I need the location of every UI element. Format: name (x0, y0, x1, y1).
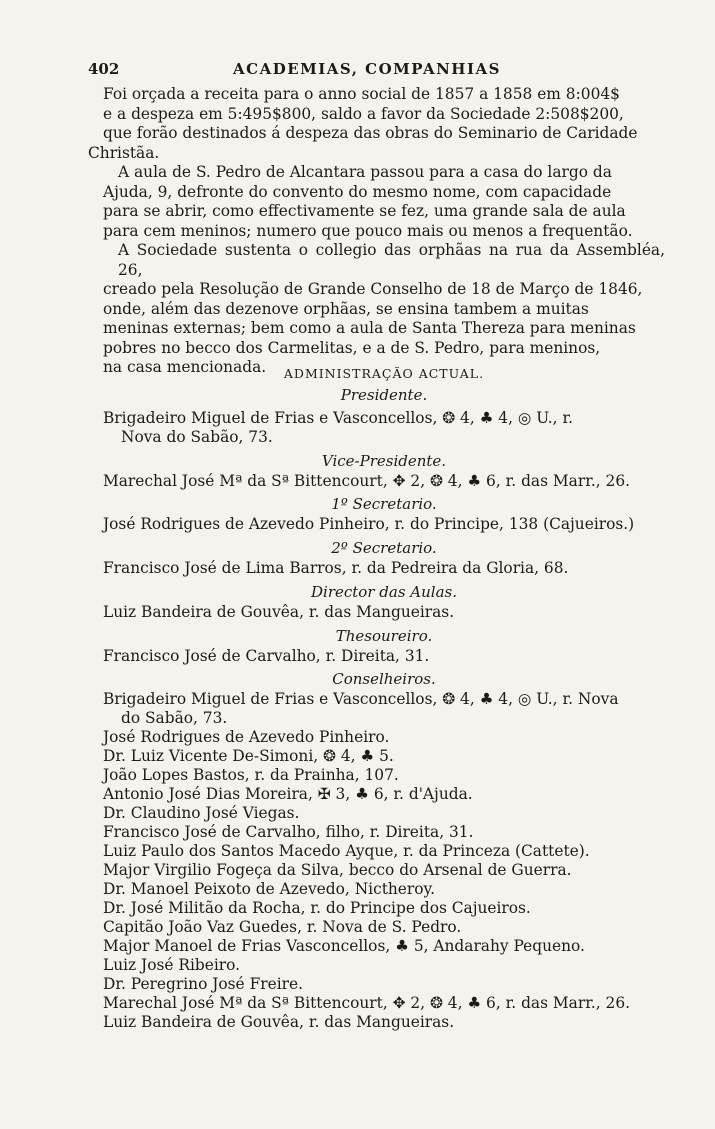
paragraph-orphanage (103, 241, 665, 378)
list-item: João Lopes Bastos, r. da Prainha, 107. (103, 766, 399, 784)
conselheiros-list (103, 690, 673, 1032)
list-item: Dr. Manoel Peixoto de Azevedo, Nictheroy. (103, 880, 436, 898)
text-line: Foi orçada a receita para o anno social de 1857 a 1858 em 8:004$ (103, 85, 620, 103)
text-line: A Sociedade sustenta o collegio das orphãas na rua da Assembléa, 26, (118, 241, 665, 279)
paragraph-school (103, 163, 665, 241)
text-line: para cem meninos; numero que pouco mais ou menos a frequentão. (103, 221, 633, 240)
text-line: Marechal José Mª da Sª Bittencourt, ✥ 2, ❂ 4, ♣ 6, r. das Marr., 26. (103, 472, 631, 490)
text-line: Brigadeiro Miguel de Frias e Vasconcellos, ❂ 4, ♣ 4, ◎ U., r. (103, 409, 573, 427)
thesoureiro-entry (103, 647, 673, 666)
section-title: 1º Secretario. (331, 495, 437, 513)
text-line: Francisco José de Lima Barros, r. da Pedreira da Gloria, 68. (103, 559, 569, 577)
section-title: 2º Secretario. (331, 539, 437, 557)
page-header (88, 60, 668, 82)
list-item: Dr. José Militão da Rocha, r. do Principe dos Cajueiros. (103, 899, 531, 917)
list-item: José Rodrigues de Azevedo Pinheiro. (103, 728, 390, 746)
section-title: Director das Aulas. (311, 583, 457, 601)
text-line: na casa mencionada. (103, 358, 267, 376)
text-line: pobres no becco dos Carmelitas, e a de S. Pedro, para meninos, (103, 338, 601, 357)
paragraph-budget (88, 85, 665, 163)
text-line: onde, além das dezenove orphãas, se ensina tambem a muitas (103, 299, 589, 318)
list-item: Dr. Luiz Vicente De-Simoni, ❂ 4, ♣ 5. (103, 747, 394, 765)
secretario1-entry (103, 515, 673, 534)
text-line: Luiz Bandeira de Gouvêa, r. das Mangueiras. (103, 603, 455, 621)
text-line: meninas externas; bem como a aula de Santa Thereza para meninas (103, 319, 636, 337)
list-item: Major Virgilio Fogeça da Silva, becco do Arsenal de Guerra. (103, 861, 572, 879)
section-title: Conselheiros. (332, 670, 436, 688)
text-line: Nova do Sabão, 73. (121, 428, 273, 446)
list-item: Dr. Peregrino José Freire. (103, 975, 303, 993)
list-item: Major Manoel de Frias Vasconcellos, ♣ 5, Andarahy Pequeno. (103, 937, 585, 955)
list-item: Marechal José Mª da Sª Bittencourt, ✥ 2, ❂ 4, ♣ 6, r. das Marr., 26. (103, 994, 631, 1012)
admin-heading: ADMINISTRAÇÃO ACTUAL. (283, 366, 485, 381)
page-number: 402 (88, 60, 120, 78)
list-item: Luiz Paulo dos Santos Macedo Ayque, r. da Princeza (Cattete). (103, 842, 590, 860)
vice-presidente-entry (103, 472, 673, 491)
text-line: creado pela Resolução de Grande Conselho de 18 de Março de 1846, (103, 280, 643, 298)
text-line: Ajuda, 9, defronte do convento do mesmo nome, com capacidade (103, 182, 612, 201)
director-entry (103, 603, 673, 622)
section-title: Presidente. (340, 386, 428, 404)
text-line: e a despeza em 5:495$800, saldo a favor da Sociedade 2:508$200, (103, 104, 624, 123)
section-title: Vice-Presidente. (321, 452, 447, 470)
section-title: Thesoureiro. (335, 627, 433, 645)
list-item: do Sabão, 73. (121, 709, 228, 727)
list-item: Capitão João Vaz Guedes, r. Nova de S. Pedro. (103, 918, 462, 936)
running-title: ACADEMIAS, COMPANHIAS (233, 60, 501, 78)
secretario2-entry (103, 559, 673, 578)
list-item: Francisco José de Carvalho, filho, r. Direita, 31. (103, 823, 474, 841)
list-item: Luiz José Ribeiro. (103, 956, 241, 974)
list-item: Antonio José Dias Moreira, ✠ 3, ♣ 6, r. d'Ajuda. (103, 785, 473, 803)
text-line: A aula de S. Pedro de Alcantara passou para a casa do largo da (118, 163, 612, 181)
list-item: Dr. Claudino José Viegas. (103, 804, 300, 822)
text-line: José Rodrigues de Azevedo Pinheiro, r. do Principe, 138 (Cajueiros.) (103, 515, 635, 533)
list-item: Luiz Bandeira de Gouvêa, r. das Mangueiras. (103, 1013, 455, 1031)
presidente-entry (103, 409, 673, 447)
text-line: Francisco José de Carvalho, r. Direita, 31. (103, 647, 430, 665)
text-line: para se abrir, como effectivamente se fez, uma grande sala de aula (103, 202, 626, 220)
text-line: Christãa. (88, 143, 160, 162)
text-line: que forão destinados á despeza das obras do Seminario de Caridade (103, 124, 638, 142)
list-item: Brigadeiro Miguel de Frias e Vasconcellos, ❂ 4, ♣ 4, ◎ U., r. Nova (103, 690, 619, 708)
